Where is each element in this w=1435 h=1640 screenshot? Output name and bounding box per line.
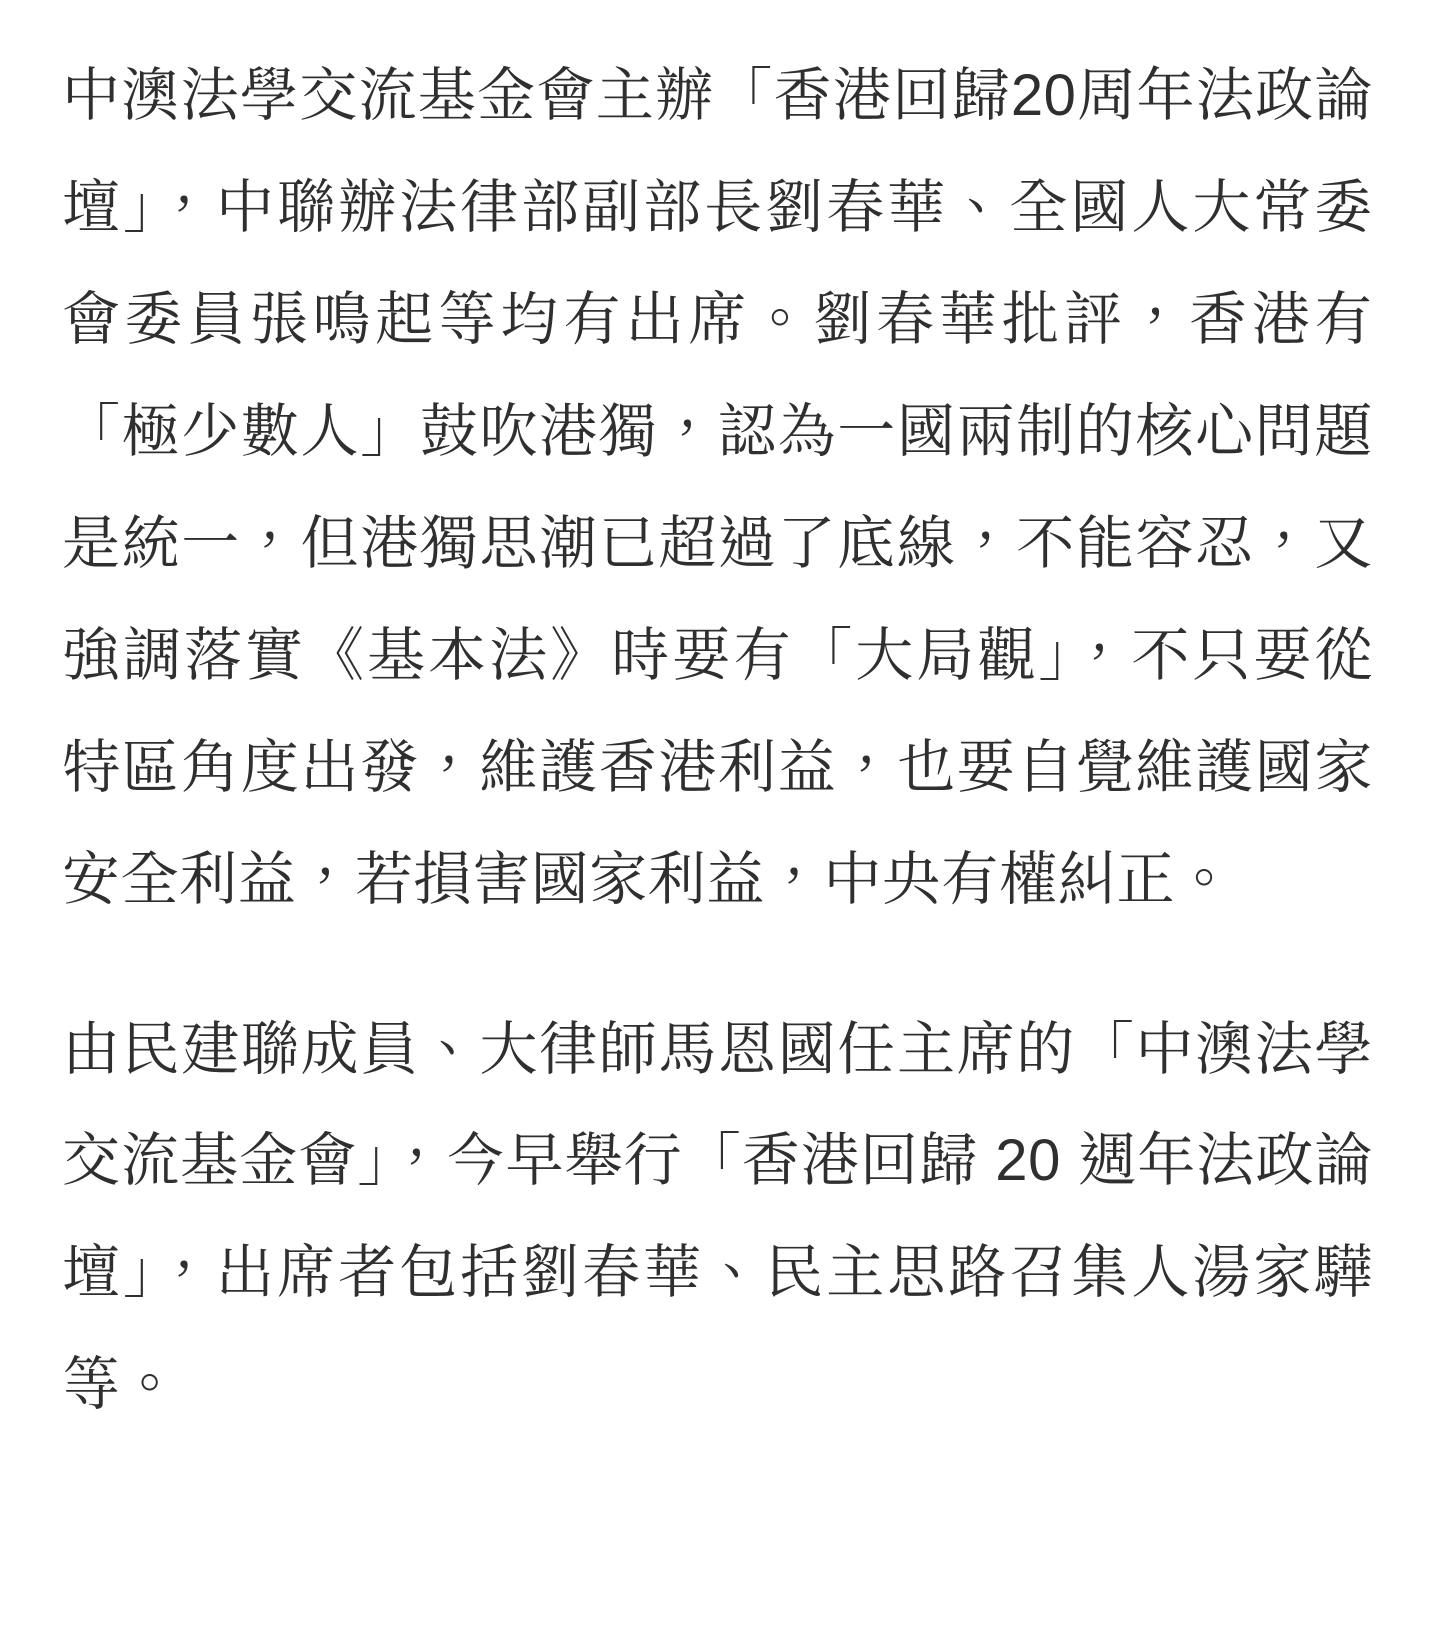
article-paragraph-1: 中澳法學交流基金會主辦「香港回歸20周年法政論壇」，中聯辦法律部副部長劉春華、全國人大常委會委員張鳴起等均有出席。劉春華批評，香港有「極少數人」鼓吹港獨，認為一國兩制的核心問題是統一，但港獨思潮已超過了底線，不能容忍，又強調落實《基本法》時要有「大局觀」，不只要從特區角度出發，維護香港利益，也要自覺維護國家安全利益，若損害國家利益，中央有權糾正。 [62, 63, 1373, 912]
article-paragraph-2: 由民建聯成員、大律師馬恩國任主席的「中澳法學交流基金會」，今早舉行「香港回歸 20 週年法政論壇」，出席者包括劉春華、民主思路召集人湯家驊等。 [62, 1016, 1373, 1418]
